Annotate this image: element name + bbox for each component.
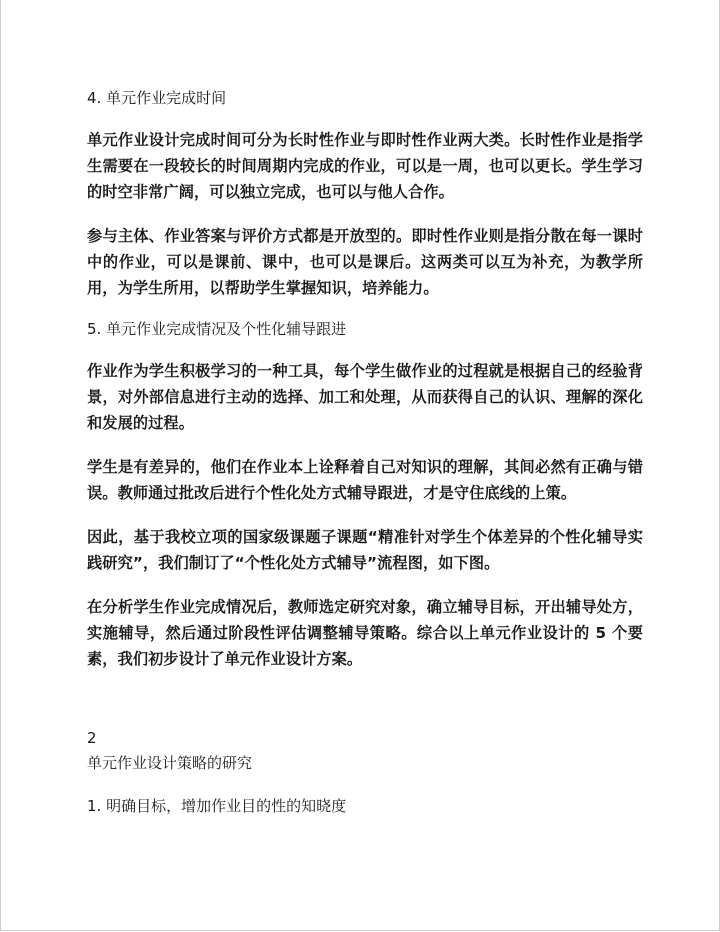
paragraph-2: 参与主体、作业答案与评价方式都是开放型的。即时性作业则是指分散在每一课时中的作业，可以是课前、课中，也可以是课后。这两类可以互为补充，为教学所用，为学生所用，以帮助学生掌握知识，培养能力。: [87, 227, 643, 297]
paragraph-1: 单元作业设计完成时间可分为长时性作业与即时性作业两大类。长时性作业是指学生需要在一段较长的时间周期内完成的作业，可以是一周，也可以更长。学生学习的时空非常广阔，可以独立完成，也可以与他人合作。: [87, 131, 643, 201]
sub-heading-1: 1. 明确目标，增加作业目的性的知晓度: [87, 797, 347, 815]
heading-4: 4. 单元作业完成时间: [87, 89, 227, 107]
section-number: 2: [87, 729, 97, 747]
paragraph-5: 因此，基于我校立项的国家级课题子课题“精准针对学生个体差异的个性化辅导实践研究”，我们制订了“个性化处方式辅导”流程图，如下图。: [87, 528, 643, 572]
section-title: 单元作业设计策略的研究: [87, 754, 253, 772]
paragraph-3: 作业作为学生积极学习的一种工具，每个学生做作业的过程就是根据自己的经验背景，对外部信息进行主动的选择、加工和处理，从而获得自己的认识、理解的深化和发展的过程。: [87, 362, 643, 432]
paragraph-6: 在分析学生作业完成情况后，教师选定研究对象，确立辅导目标，开出辅导处方，实施辅导，然后通过阶段性评估调整辅导策略。综合以上单元作业设计的 5 个要素，我们初步设计了单元作业设计方案。: [87, 598, 643, 668]
heading-5: 5. 单元作业完成情况及个性化辅导跟进: [87, 320, 347, 338]
paragraph-4: 学生是有差异的，他们在作业本上诠释着自己对知识的理解，其间必然有正确与错误。教师通过批改后进行个性化处方式辅导跟进，才是守住底线的上策。: [87, 458, 643, 502]
document-body: [87, 88, 643, 817]
